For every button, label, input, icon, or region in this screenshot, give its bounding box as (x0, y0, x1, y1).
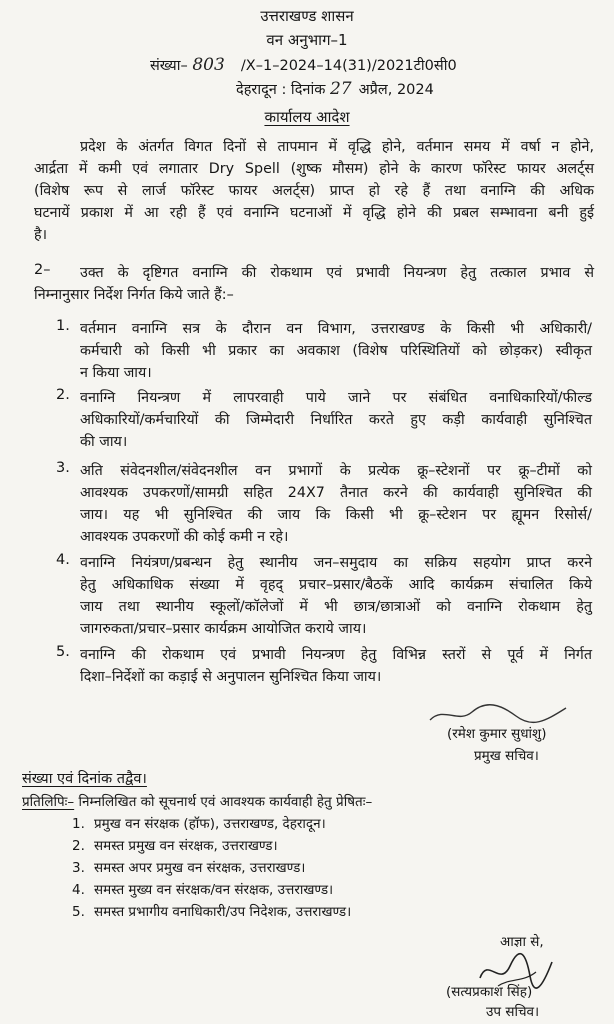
recipient-item: 4. समस्त मुख्य वन संरक्षक/वन संरक्षक, उत्तराखण्ड। (72, 882, 334, 898)
directive-line: न किया जाय। (80, 365, 152, 381)
directive-line: वनाग्नि नियन्त्रण में लापरवाही पाये जाने पर संबंधित वनाधिकारियों/फील्ड (80, 390, 592, 406)
directive-line: हेतु अधिकाधिक संख्या में वृहद् प्रचार–प्रसार/बैठकें आदि कार्यक्रम संचालित किये (80, 577, 592, 593)
section-name: वन अनुभाग–1 (266, 31, 348, 49)
directive-number: 2. (56, 387, 70, 403)
paragraph-line: उक्त के दृष्टिगत वनाग्नि की रोकथाम एवं प्रभावी नियन्त्रण हेतु तत्काल प्रभाव से (80, 265, 594, 281)
directive-line: जाय तथा स्थानीय स्कूलों/कॉलेजों में भी छात्र/छात्राओं को वनाग्नि रोकथाम हेतु (80, 599, 592, 615)
paragraph-line: प्रदेश के अंतर्गत विगत दिनों से तापमान में वृद्धि होने, वर्तमान समय में वर्षा न होने, (80, 139, 594, 155)
order-date (236, 79, 434, 99)
directive-line: दिशा–निर्देशों का कड़ाई से अनुपालन सुनिश्चित किया जाय। (80, 669, 382, 685)
paragraph-line: निम्नानुसार निर्देश निर्गत किये जाते हैं:– (34, 287, 234, 303)
directive-line: वनाग्नि नियंत्रण/प्रबन्धन हेतु स्थानीय जन–समुदाय का सक्रिय सहयोग प्राप्त करने (80, 555, 592, 571)
copy-to-text: निम्नलिखित को सूचनार्थ एवं आवश्यक कार्यवाही हेतु प्रेषितः– (78, 794, 373, 810)
directive-number: 1. (56, 318, 70, 334)
directive-item (80, 460, 592, 548)
paragraph-line: घटनायें प्रकाश में आ रही हैं एवं वनाग्नि घटनाओं में वृद्धि होने की प्रबल सम्भावना बनी हुई (34, 205, 594, 221)
directive-item (80, 644, 592, 688)
reference-number (150, 55, 457, 75)
reference-handwritten: 803 (192, 55, 225, 75)
directive-item (80, 318, 592, 384)
directive-line: अति संवेदनशील/संवेदनशील वन प्रभागों के प्रत्येक क्रू–स्टेशनों पर क्रू–टीमों को (80, 463, 592, 479)
date-suffix: अप्रैल, 2024 (358, 82, 434, 98)
signatory-name: (रमेश कुमार सुधांशु) (447, 726, 547, 742)
directive-line: जागरुकता/प्रचार–प्रसार कार्यक्रम आयोजित कराये जाय। (80, 621, 367, 637)
directive-number: 4. (56, 552, 70, 568)
directive-line: आवश्यक उपकरणों की कोई कमी न रहे। (80, 529, 289, 545)
signatory-designation: प्रमुख सचिव। (474, 748, 539, 764)
document-title: कार्यालय आदेश (264, 108, 350, 126)
directive-line: अधिकारियों/कर्मचारियों की जिम्मेदारी निर्धारित करते हुए कड़ी कार्यवाही सुनिश्चित (80, 412, 592, 428)
date-prefix: देहरादून : दिनांक (236, 82, 326, 98)
directive-number: 5. (56, 644, 70, 660)
directive-number: 3. (56, 460, 70, 476)
intro-paragraph (34, 136, 594, 246)
recipient-item: 3. समस्त अपर प्रमुख वन संरक्षक, उत्तराखण्ड। (72, 860, 306, 876)
directive-item (80, 552, 592, 640)
directive-line: जाय। यह भी सुनिश्चित की जाय कि किसी भी क्रू–स्टेशन पर ह्यूमन रिसोर्स/ (80, 507, 592, 523)
by-order-text: आज्ञा से, (500, 934, 544, 950)
directive-line: की जाय। (80, 434, 128, 450)
directive-item (80, 387, 592, 453)
para2-number: 2– (34, 262, 51, 278)
para2-text (34, 262, 594, 306)
reference-prefix: संख्या– (150, 58, 188, 74)
paragraph-line: (विशेष रूप से लार्ज फॉरेस्ट फायर अलर्ट्स) प्राप्त हो रहे हैं तथा वनाग्नि की अधिक (34, 183, 594, 199)
recipient-item: 5. समस्त प्रभागीय वनाधिकारी/उप निदेशक, उत्तराखण्ड। (72, 904, 352, 920)
directive-line: कर्मचारी को किसी भी प्रकार का अवकाश (विशेष परिस्थितियों को छोड़कर) स्वीकृत (80, 343, 592, 359)
paragraph-line: आर्द्रता में कमी एवं लगातार Dry Spell (शुष्क मौसम) होने के कारण फॉरेस्ट फायर अलर्ट्स (34, 161, 594, 177)
copy-header: संख्या एवं दिनांक तद्वैव। (22, 771, 147, 787)
reference-suffix: /X–1–2024–14(31)/2021टी0सी0 (240, 58, 457, 74)
recipient-item: 2. समस्त प्रमुख वन संरक्षक, उत्तराखण्ड। (72, 838, 278, 854)
govt-name: उत्तराखण्ड शासन (260, 7, 354, 25)
deputy-secretary-name: (सत्यप्रकाश सिंह) (446, 984, 533, 1000)
paragraph-line: है। (34, 227, 48, 243)
directive-line: वनाग्नि की रोकथाम एवं प्रभावी नियन्त्रण हेतु विभिन्न स्तरों से पूर्व में निर्गत (80, 647, 592, 663)
date-handwritten: 27 (329, 79, 352, 99)
directive-line: आवश्यक उपकरणों/सामग्री सहित 24X7 तैनात करने की कार्यवाही सुनिश्चित की (80, 485, 592, 501)
directive-line: वर्तमान वनाग्नि सत्र के दौरान वन विभाग, उत्तराखण्ड के किसी भी अधिकारी/ (80, 321, 592, 337)
deputy-secretary-designation: उप सचिव। (486, 1004, 540, 1020)
copy-to-line (22, 792, 372, 810)
recipient-item: 1. प्रमुख वन संरक्षक (हॉफ), उत्तराखण्ड, देहरादून। (72, 816, 326, 832)
copy-to-label: प्रतिलिपिः– (22, 794, 75, 810)
